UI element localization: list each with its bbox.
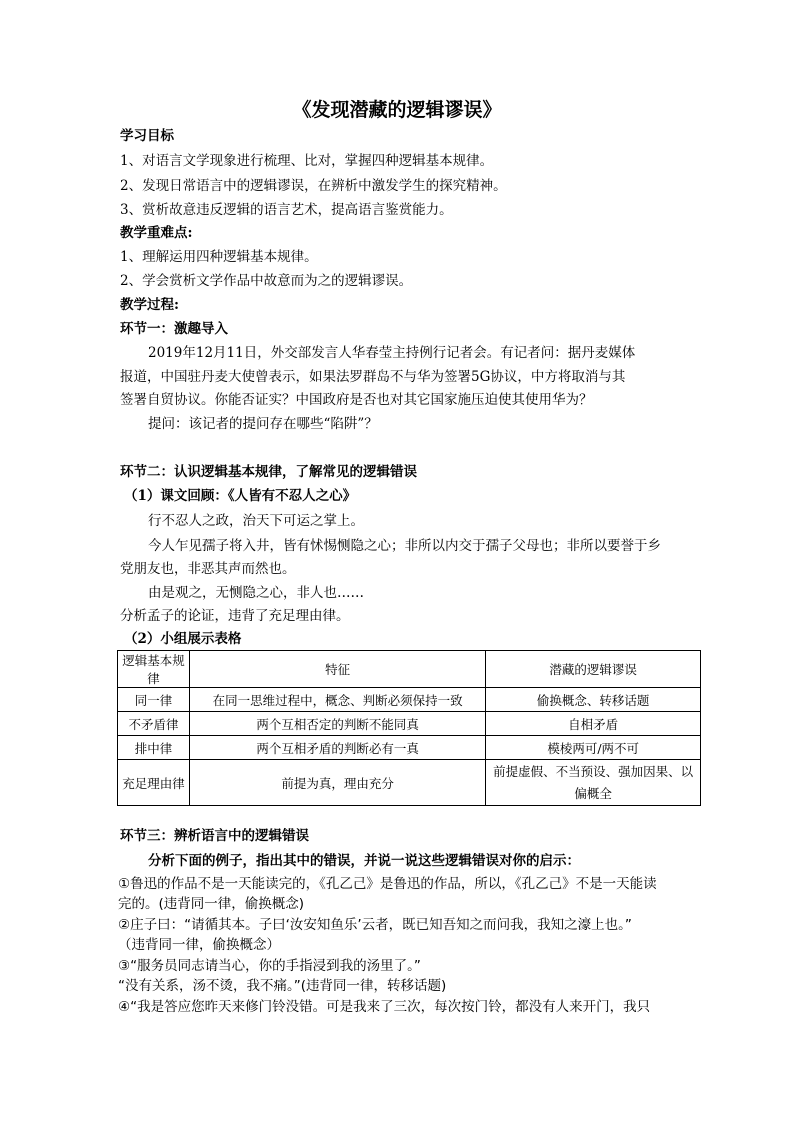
table-cell: 充足理由律 bbox=[118, 760, 190, 806]
example-line: ①鲁迅的作品不是一天能读完的，《孔乙己》是鲁迅的作品，所以，《孔乙己》不是一天能读 bbox=[118, 876, 657, 892]
table-header-cell: 潜藏的逻辑谬误 bbox=[486, 651, 701, 688]
table-header-cell: 逻辑基本规律 bbox=[118, 651, 190, 688]
objective-item: 2、发现日常语言中的逻辑谬误，在辨析中激发学生的探究精神。 bbox=[120, 178, 507, 194]
section1-heading: 环节一：激趣导入 bbox=[120, 321, 228, 337]
process-heading: 教学过程: bbox=[120, 297, 179, 313]
section2-analysis: 分析孟子的论证，违背了充足理由律。 bbox=[120, 608, 350, 624]
logic-rules-table bbox=[117, 650, 701, 806]
section3-heading: 环节三：辨析语言中的逻辑错误 bbox=[120, 828, 309, 844]
table-cell: 排中律 bbox=[118, 736, 190, 760]
example-line: ②庄子曰：“请循其本。子曰‘汝安知鱼乐’云者，既已知吾知之而问我，我知之濠上也。” bbox=[118, 917, 632, 933]
key-point-item: 2、学会赏析文学作品中故意而为之的逻辑谬误。 bbox=[120, 273, 413, 289]
example-line: ③“服务员同志请当心，你的手指浸到我的汤里了。” bbox=[118, 958, 421, 974]
table-row bbox=[118, 736, 701, 760]
section1-paragraph-line: 2019年12月11日，外交部发言人华春莹主持例行记者会。有记者问：据丹麦媒体 bbox=[148, 345, 636, 361]
objectives-heading: 学习目标 bbox=[120, 128, 174, 144]
table-cell: 在同一思维过程中，概念、判断必须保持一致 bbox=[189, 688, 485, 712]
table-cell: 两个互相矛盾的判断必有一真 bbox=[189, 736, 485, 760]
table-cell: 前提为真，理由充分 bbox=[189, 760, 485, 806]
table-cell: 同一律 bbox=[118, 688, 190, 712]
document-title: 《发现潜藏的逻辑谬误》 bbox=[292, 99, 502, 121]
table-row bbox=[118, 760, 701, 806]
table-cell: 自相矛盾 bbox=[486, 712, 701, 736]
table-row bbox=[118, 688, 701, 712]
section1-paragraph-line: 报道，中国驻丹麦大使曾表示，如果法罗群岛不与华为签署5G协议，中方将取消与其 bbox=[120, 369, 626, 385]
section2-sub1: （1）课文回顾：《人皆有不忍人之心》 bbox=[124, 488, 357, 504]
key-point-item: 1、理解运用四种逻辑基本规律。 bbox=[120, 249, 318, 265]
objective-item: 1、对语言文学现象进行梳理、比对，掌握四种逻辑基本规律。 bbox=[120, 153, 494, 169]
table-header-cell: 特征 bbox=[189, 651, 485, 688]
quote-line: 由是观之，无恻隐之心，非人也…… bbox=[148, 585, 364, 601]
table-cell: 前提虚假、不当预设、强加因果、以偏概全 bbox=[486, 760, 701, 806]
quote-line: 党朋友也，非恶其声而然也。 bbox=[120, 561, 296, 577]
quote-line: 今人乍见孺子将入井，皆有怵惕恻隐之心；非所以内交于孺子父母也；非所以要誉于乡 bbox=[148, 538, 661, 554]
table-cell: 两个互相否定的判断不能同真 bbox=[189, 712, 485, 736]
table-row bbox=[118, 712, 701, 736]
table-header-row bbox=[118, 651, 701, 688]
example-line: （违背同一律，偷换概念） bbox=[118, 937, 280, 953]
section2-sub2: （2）小组展示表格 bbox=[124, 631, 242, 647]
table-cell: 不矛盾律 bbox=[118, 712, 190, 736]
table-cell: 模棱两可/两不可 bbox=[486, 736, 701, 760]
example-line: ④“我是答应您昨天来修门铃没错。可是我来了三次，每次按门铃，都没有人来开门，我只 bbox=[118, 999, 651, 1015]
section1-question: 提问：该记者的提问存在哪些“陷阱”？ bbox=[148, 416, 378, 432]
example-line: “没有关系，汤不烫，我不痛。”(违背同一律，转移话题) bbox=[118, 978, 447, 994]
section3-instruction: 分析下面的例子，指出其中的错误，并说一说这些逻辑错误对你的启示： bbox=[148, 853, 580, 869]
table-cell: 偷换概念、转移话题 bbox=[486, 688, 701, 712]
section1-paragraph-line: 签署自贸协议。你能否证实？中国政府是否也对其它国家施压迫使其使用华为？ bbox=[120, 392, 593, 408]
quote-line: 行不忍人之政，治天下可运之掌上。 bbox=[148, 513, 364, 529]
key-points-heading: 教学重难点: bbox=[120, 225, 193, 241]
section2-heading: 环节二：认识逻辑基本规律，了解常见的逻辑错误 bbox=[120, 464, 417, 480]
example-line: 完的。(违背同一律，偷换概念) bbox=[118, 896, 305, 912]
objective-item: 3、赏析故意违反逻辑的语言艺术，提高语言鉴赏能力。 bbox=[120, 202, 453, 218]
